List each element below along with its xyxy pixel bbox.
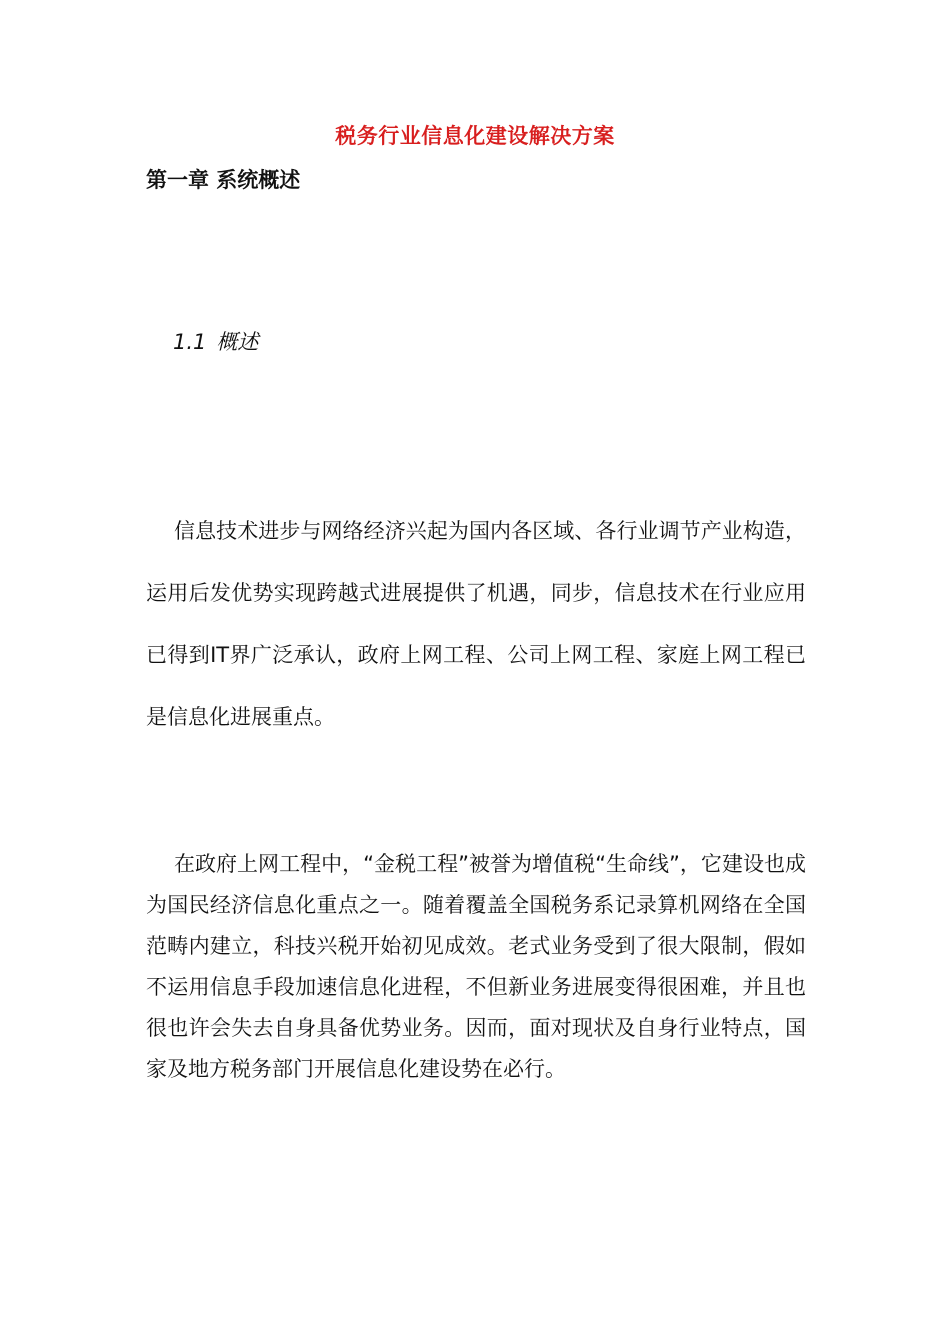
chapter-heading: 第一章 系统概述	[146, 168, 301, 192]
body-paragraph-1: 信息技术进步与网络经济兴起为国内各区域、各行业调节产业构造，运用后发优势实现跨越式进展提供了机遇，同步，信息技术在行业应用已得到IT界广泛承认，政府上网工程、公司上网工程、家庭上网工程已是信息化进展重点。	[146, 519, 806, 729]
document-title: 税务行业信息化建设解决方案	[335, 124, 615, 148]
section-number: 1.1	[173, 330, 207, 354]
section-title: 概述	[216, 330, 259, 354]
body-paragraph-2: 在政府上网工程中，“金税工程”被誉为增值税“生命线”，它建设也成为国民经济信息化重点之一。随着覆盖全国税务系记录算机网络在全国范畴内建立，科技兴税开始初见成效。老式业务受到了很大限制，假如不运用信息手段加速信息化进程，不但新业务进展变得很困难，并且也很也许会失去自身具备优势业务。因而，面对现状及自身行业特点，国家及地方税务部门开展信息化建设势在必行。	[146, 852, 806, 1081]
section-heading	[173, 326, 258, 356]
